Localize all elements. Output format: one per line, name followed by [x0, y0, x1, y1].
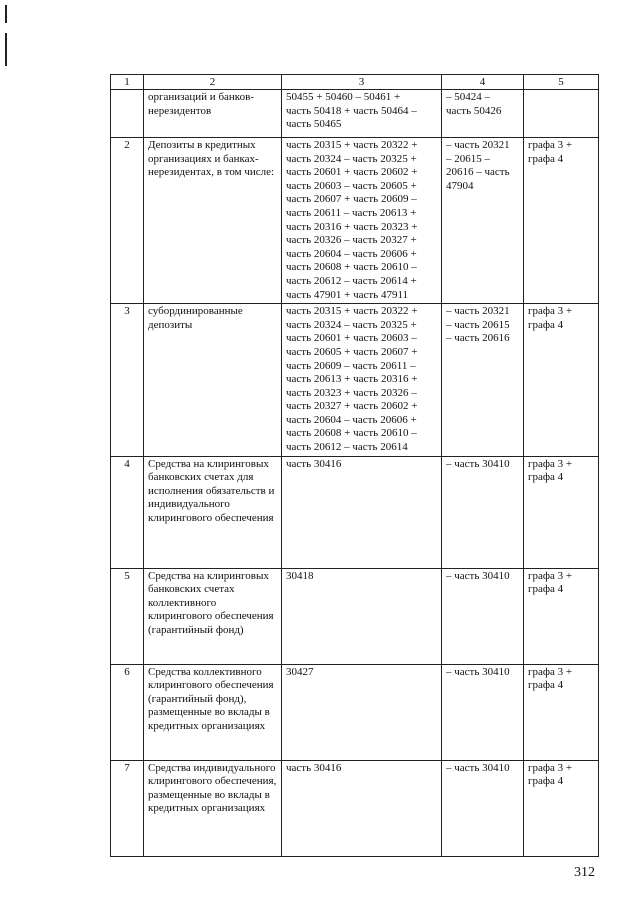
- deduction-formula: [442, 760, 524, 856]
- page-number: 312: [574, 865, 595, 880]
- table-row: [111, 138, 599, 304]
- deduction-line: – 50424 –: [446, 91, 490, 103]
- formula-line: часть 20611 – часть 20613 +: [286, 206, 417, 219]
- account-formula: [282, 568, 442, 664]
- formula-line: часть 20324 – часть 20325 +: [286, 318, 417, 331]
- account-formula: [282, 304, 442, 457]
- accounts-table: [110, 74, 599, 857]
- table-row: [111, 664, 599, 760]
- total-formula-text: графа 3 + графа 4: [528, 761, 573, 788]
- row-number: 7: [111, 760, 144, 856]
- formula-line: часть 20316 + часть 20323 +: [286, 220, 418, 233]
- indicator-name-text: субординированные депозиты: [148, 305, 243, 331]
- formula-line: часть 30416: [286, 761, 342, 774]
- total-formula-text: графа 3 + графа 4: [528, 457, 573, 484]
- row-number: [111, 90, 144, 138]
- deduction-line: – часть 20321: [446, 139, 510, 151]
- header-cell-2: 2: [144, 75, 282, 90]
- account-formula: [282, 90, 442, 138]
- indicator-name: [144, 568, 282, 664]
- indicator-name: [144, 760, 282, 856]
- binding-mark-top: [5, 5, 7, 23]
- total-formula-text: графа 3 + графа 4: [528, 569, 573, 596]
- formula-line: часть 20608 + часть 20610 –: [286, 261, 417, 274]
- deduction-line: – часть 30410: [446, 569, 510, 582]
- deduction-line: часть 50426: [446, 104, 502, 117]
- binding-mark-bottom: [5, 33, 7, 66]
- formula-line: часть 20315 + часть 20322 +: [286, 139, 418, 151]
- formula-line: часть 30416: [286, 457, 342, 470]
- formula-line: 50455 + 50460 – 50461 +: [286, 91, 401, 103]
- total-formula: [524, 90, 599, 138]
- deduction-formula: [442, 456, 524, 568]
- indicator-name: [144, 456, 282, 568]
- deduction-formula: [442, 568, 524, 664]
- row-number: 6: [111, 664, 144, 760]
- formula-line: часть 20613 + часть 20316 +: [286, 373, 418, 386]
- table-body: [111, 90, 599, 857]
- total-formula: [524, 760, 599, 856]
- indicator-name: [144, 138, 282, 304]
- formula-line: часть 47901 + часть 47911: [286, 288, 409, 301]
- row-number: 3: [111, 304, 144, 457]
- indicator-name: [144, 664, 282, 760]
- row-number: 4: [111, 456, 144, 568]
- formula-line: 30418: [286, 569, 314, 582]
- total-formula: [524, 304, 599, 457]
- account-formula: [282, 138, 442, 304]
- formula-line: часть 20608 + часть 20610 –: [286, 427, 417, 440]
- formula-line: часть 20609 – часть 20611 –: [286, 359, 416, 372]
- deduction-line: – часть 30410: [446, 761, 510, 774]
- account-formula: [282, 456, 442, 568]
- formula-line: часть 20604 – часть 20606 +: [286, 413, 417, 426]
- table-header: [111, 75, 599, 90]
- formula-line: часть 20603 – часть 20605 +: [286, 179, 417, 192]
- formula-line: часть 20326 – часть 20327 +: [286, 234, 417, 247]
- deduction-formula: [442, 304, 524, 457]
- formula-line: часть 20327 + часть 20602 +: [286, 400, 418, 413]
- formula-line: часть 20612 – часть 20614 +: [286, 274, 417, 287]
- table-row: [111, 568, 599, 664]
- indicator-name: [144, 304, 282, 457]
- deduction-line: – часть 30410: [446, 457, 510, 470]
- indicator-name: [144, 90, 282, 138]
- table-row: [111, 456, 599, 568]
- table-row: [111, 304, 599, 457]
- formula-line: часть 20315 + часть 20322 +: [286, 305, 418, 318]
- row-number: 2: [111, 138, 144, 304]
- header-row: [111, 75, 599, 90]
- indicator-name-text: организаций и банков-нерезидентов: [148, 91, 254, 117]
- formula-line: часть 20323 + часть 20326 –: [286, 386, 417, 399]
- formula-line: часть 20324 – часть 20325 +: [286, 152, 417, 165]
- total-formula: [524, 138, 599, 304]
- indicator-name-text: Депозиты в кредитных организациях и банках-нерезидентах, в том числе:: [148, 139, 275, 179]
- deduction-formula: [442, 138, 524, 304]
- deduction-line: 47904: [446, 179, 474, 192]
- formula-line: часть 20612 – часть 20614: [286, 441, 408, 454]
- total-formula: [524, 568, 599, 664]
- formula-line: часть 50465: [286, 118, 342, 131]
- indicator-name-text: Средства индивидуального клирингового обеспечения, размещенные во вклады в кредитных организациях: [148, 761, 277, 815]
- header-cell-4: 4: [442, 75, 524, 90]
- total-formula: [524, 664, 599, 760]
- deduction-line: – 20615 –: [446, 152, 490, 165]
- deduction-formula: [442, 664, 524, 760]
- row-number: 5: [111, 568, 144, 664]
- formula-line: 30427: [286, 665, 314, 678]
- table-row: [111, 760, 599, 856]
- indicator-name-text: Средства на клиринговых банковских счетах для исполнения обязательств и индивидуального клирингового обеспечения: [148, 457, 275, 525]
- formula-line: часть 20607 + часть 20609 –: [286, 193, 417, 206]
- formula-line: часть 20605 + часть 20607 +: [286, 345, 418, 358]
- formula-line: часть 50418 + часть 50464 –: [286, 104, 417, 117]
- deduction-line: – часть 20615: [446, 318, 510, 331]
- indicator-name-text: Средства коллективного клирингового обеспечения (гарантийный фонд), размещенные во вклады в кредитных организациях: [148, 665, 274, 733]
- account-formula: [282, 760, 442, 856]
- deduction-line: – часть 20616: [446, 332, 510, 345]
- total-formula-text: графа 3 + графа 4: [528, 665, 573, 692]
- total-formula-text: графа 3 + графа 4: [528, 305, 573, 331]
- header-cell-3: 3: [282, 75, 442, 90]
- deduction-formula: [442, 90, 524, 138]
- formula-line: часть 20601 + часть 20603 –: [286, 332, 417, 345]
- account-formula: [282, 664, 442, 760]
- deduction-line: – часть 30410: [446, 665, 510, 678]
- table-row: [111, 90, 599, 138]
- header-cell-1: 1: [111, 75, 144, 90]
- indicator-name-text: Средства на клиринговых банковских счетах коллективного клирингового обеспечения (гарантийный фонд): [148, 569, 274, 637]
- total-formula-text: графа 3 + графа 4: [528, 139, 573, 165]
- formula-line: часть 20604 – часть 20606 +: [286, 247, 417, 260]
- header-cell-5: 5: [524, 75, 599, 90]
- deduction-line: – часть 20321: [446, 305, 510, 318]
- formula-line: часть 20601 + часть 20602 +: [286, 166, 418, 179]
- total-formula: [524, 456, 599, 568]
- deduction-line: 20616 – часть: [446, 166, 510, 179]
